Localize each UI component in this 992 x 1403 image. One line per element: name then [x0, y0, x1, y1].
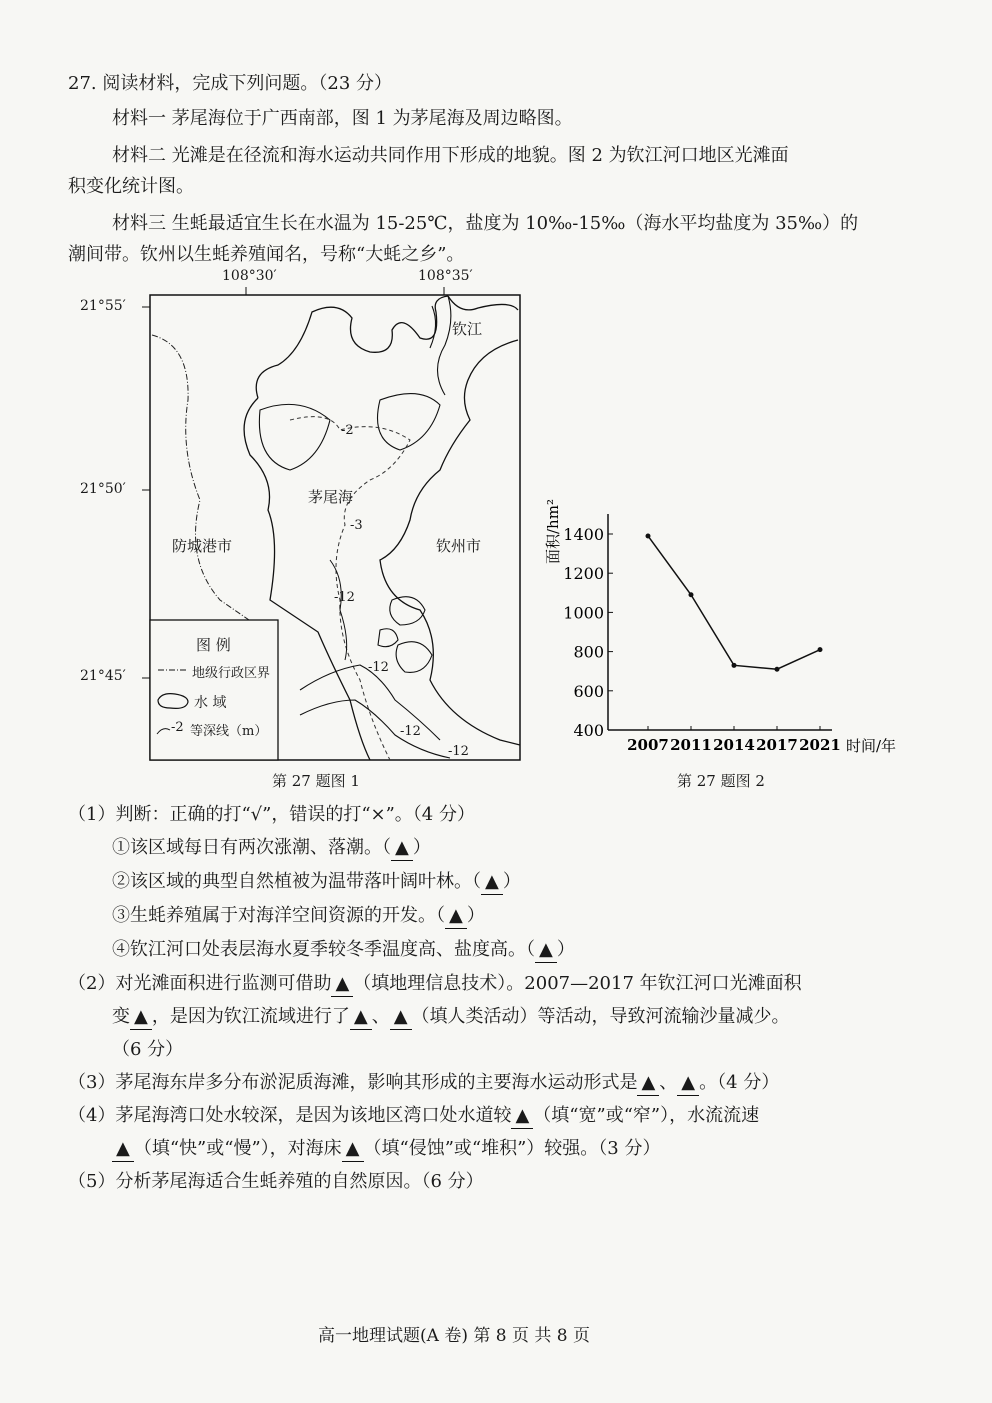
q4-text: （填“宽”或“窄”），水流流速 — [533, 1105, 760, 1126]
q2-text: （2）对光滩面积进行监测可借助 — [68, 973, 332, 994]
answer-blank[interactable]: ▲ — [331, 972, 353, 997]
q1-item-2 — [112, 870, 521, 895]
q1-item-4 — [112, 938, 575, 963]
depth-label: -12 — [400, 724, 421, 739]
answer-blank[interactable]: ▲ — [511, 1104, 533, 1129]
q3-line — [68, 1071, 779, 1096]
answer-blank[interactable]: ▲ — [390, 1005, 412, 1030]
depth-label: -12 — [368, 660, 389, 675]
q1-item-text: ①该区域每日有两次涨潮、落潮。（ — [112, 837, 391, 858]
data-point — [732, 663, 737, 668]
y-tick-label: 1000 — [563, 603, 604, 623]
q2-text: 变 — [112, 1006, 130, 1027]
paren-close: ） — [502, 871, 521, 892]
data-point — [689, 592, 694, 597]
q1-item-3 — [112, 904, 485, 929]
legend-isobath-sample: -2 — [171, 720, 184, 735]
material-2-line1: 材料二 光滩是在径流和海水运动共同作用下形成的地貌。图 2 为钦江河口地区光滩面 — [112, 145, 789, 166]
place-maoweihai: 茅尾海 — [308, 488, 354, 506]
material-1: 材料一 茅尾海位于广西南部，图 1 为茅尾海及周边略图。 — [112, 108, 573, 129]
legend-water-label: 水 域 — [194, 695, 227, 711]
depth-label: -3 — [350, 518, 363, 533]
lat-label: 21°55′ — [80, 298, 126, 314]
legend-boundary-label: 地级行政区界 — [192, 666, 271, 681]
chart-caption: 第 27 题图 2 — [677, 772, 765, 790]
q1-item-text: ④钦江河口处表层海水夏季较冬季温度高、盐度高。（ — [112, 939, 535, 960]
q4-text: （4）茅尾海湾口处水较深，是因为该地区湾口处水道较 — [68, 1105, 512, 1126]
q4-line2 — [112, 1137, 660, 1162]
answer-blank[interactable]: ▲ — [481, 870, 503, 895]
q4-text: （填“快”或“慢”），对海床 — [133, 1138, 342, 1159]
data-point — [818, 647, 823, 652]
depth-label: -12 — [448, 744, 469, 759]
q1-title: （1）判断：正确的打“√”，错误的打“×”。（4 分） — [68, 804, 475, 825]
material-3-line1: 材料三 生蚝最适宜生长在水温为 15-25℃，盐度为 10‰-15‰（海水平均盐度为 35‰）的 — [112, 213, 859, 234]
lon-label: 108°30′ — [222, 268, 277, 284]
q4-text: （填“侵蚀”或“堆积”）较强。（3 分） — [363, 1138, 661, 1159]
legend-title: 图 例 — [196, 636, 231, 654]
answer-blank[interactable]: ▲ — [112, 1137, 134, 1162]
q3-text: 。（4 分） — [699, 1072, 780, 1093]
y-tick-label: 1200 — [563, 564, 604, 584]
q3-text: 、 — [659, 1072, 678, 1093]
question-title-text: 阅读材料，完成下列问题。（23 分） — [102, 73, 392, 94]
area-chart-figure — [540, 490, 940, 800]
lon-label: 108°35′ — [418, 268, 473, 284]
paren-close: ） — [412, 837, 431, 858]
q2-line3: （6 分） — [112, 1039, 184, 1060]
y-tick-label: 600 — [573, 681, 604, 701]
data-point — [775, 667, 780, 672]
data-point — [646, 533, 651, 538]
material-3-line2: 潮间带。钦州以生蚝养殖闻名，号称“大蚝之乡”。 — [68, 244, 465, 265]
q5-line: （5）分析茅尾海适合生蚝养殖的自然原因。（6 分） — [68, 1171, 484, 1192]
lat-label: 21°45′ — [80, 668, 126, 684]
y-tick-label: 1400 — [563, 525, 604, 544]
place-qinjiang: 钦江 — [452, 320, 483, 338]
answer-blank[interactable]: ▲ — [535, 938, 557, 963]
q2-line2 — [112, 1005, 790, 1030]
q4-line1 — [68, 1104, 759, 1129]
area-line-chart — [540, 490, 940, 800]
data-line — [648, 536, 820, 669]
place-qinzhou: 钦州市 — [436, 537, 482, 555]
depth-label: -12 — [334, 590, 355, 605]
x-tick-label: 2021 — [799, 736, 841, 754]
q2-text: ，是因为钦江流域进行了 — [151, 1006, 350, 1027]
lat-label: 21°50′ — [80, 481, 126, 497]
q2-text: （填人类活动）等活动，导致河流输沙量减少。 — [411, 1006, 790, 1027]
answer-blank[interactable]: ▲ — [342, 1137, 364, 1162]
x-tick-label: 2014 — [713, 736, 755, 754]
q3-text: （3）茅尾海东岸多分布淤泥质海滩，影响其形成的主要海水运动形式是 — [68, 1072, 638, 1093]
answer-blank[interactable]: ▲ — [637, 1071, 659, 1096]
answer-blank[interactable]: ▲ — [130, 1005, 152, 1030]
q2-text: （填地理信息技术）。2007—2017 年钦江河口光滩面积 — [353, 973, 802, 994]
material-2-line2: 积变化统计图。 — [68, 176, 194, 197]
q1-item-1 — [112, 836, 431, 861]
answer-blank[interactable]: ▲ — [350, 1005, 372, 1030]
x-tick-label: 2011 — [670, 736, 712, 754]
y-tick-label: 400 — [573, 721, 604, 740]
paren-close: ） — [556, 939, 575, 960]
q1-item-text: ②该区域的典型自然植被为温带落叶阔叶林。（ — [112, 871, 481, 892]
legend-isobath-label: 等深线（m） — [190, 724, 268, 739]
map-figure — [0, 0, 540, 800]
place-fangchenggang: 防城港市 — [172, 537, 233, 555]
x-tick-label: 2017 — [756, 736, 798, 754]
y-axis-label: 面积/hm² — [544, 499, 562, 564]
q2-line1 — [68, 972, 802, 997]
q1-item-text: ③生蚝养殖属于对海洋空间资源的开发。（ — [112, 905, 445, 926]
paren-close: ） — [466, 905, 485, 926]
question-number: 27. — [68, 73, 97, 94]
answer-blank[interactable]: ▲ — [445, 904, 467, 929]
x-tick-label: 2007 — [627, 736, 669, 754]
x-axis-label: 时间/年 — [846, 737, 897, 755]
depth-label: -2 — [341, 423, 354, 438]
answer-blank[interactable]: ▲ — [677, 1071, 699, 1096]
map-caption: 第 27 题图 1 — [272, 772, 360, 790]
page-footer: 高一地理试题(A 卷) 第 8 页 共 8 页 — [318, 1326, 590, 1346]
q2-text: 、 — [371, 1006, 390, 1027]
y-tick-label: 800 — [573, 642, 604, 662]
answer-blank[interactable]: ▲ — [391, 836, 413, 861]
